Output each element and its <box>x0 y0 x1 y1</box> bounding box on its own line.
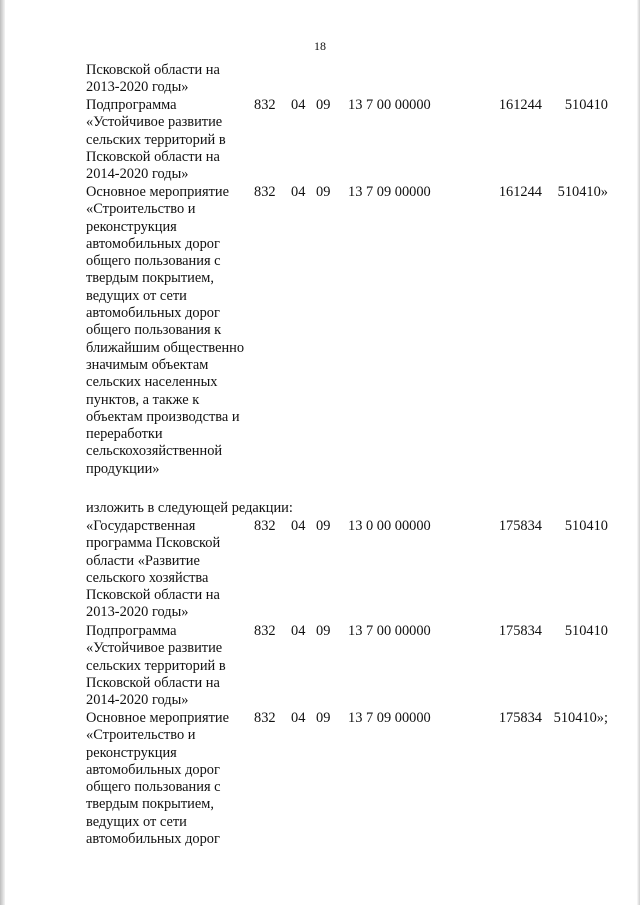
row-name: «Государственная программа Псковской области «Развитие сельского хозяйства Псковской области на 2013-2020 годы» <box>86 518 221 621</box>
row-subsection: 09 <box>316 518 331 534</box>
row-amount-2: 510410»; <box>553 710 608 726</box>
row-target-code: 13 0 00 00000 <box>348 518 431 534</box>
amendment-instruction: изложить в следующей редакции: <box>86 500 293 516</box>
row-admin-code: 832 <box>254 710 276 726</box>
scan-edge-left <box>0 0 5 905</box>
row-subsection: 09 <box>316 623 331 639</box>
row-admin-code: 832 <box>254 623 276 639</box>
row-name: Основное мероприятие «Строительство и реконструкция автомобильных дорог общего пользования с твердым покрытием, ведущих от сети автомобильных дорог <box>86 710 230 848</box>
row-subsection: 09 <box>316 184 331 200</box>
row-admin-code: 832 <box>254 518 276 534</box>
row-amount-2: 510410 <box>564 518 608 534</box>
page-number: 18 <box>314 39 326 53</box>
row-name: Основное мероприятие «Строительство и реконструкция автомобильных дорог общего пользования с твердым покрытием, ведущих от сети автомобильных дорог общего пользования к ближайшим общественно значимым объектам сельских населенных пунктов, а также к объектам производства и переработки сельскохозяйственной продукции» <box>86 184 245 477</box>
row-section: 04 <box>291 518 306 534</box>
row-section: 04 <box>291 623 306 639</box>
row-name: Подпрограмма «Устойчивое развитие сельских территорий в Псковской области на 2014-2020 годы» <box>86 623 226 709</box>
row-amount-1: 161244 <box>498 184 542 200</box>
row-amount-1: 175834 <box>498 518 542 534</box>
row-target-code: 13 7 00 00000 <box>348 623 431 639</box>
row-amount-2: 510410» <box>557 184 608 200</box>
row-subsection: 09 <box>316 710 331 726</box>
row-name: Псковской области на 2013-2020 годы» <box>86 62 220 96</box>
row-name: Подпрограмма «Устойчивое развитие сельских территорий в Псковской области на 2014-2020 годы» <box>86 97 226 183</box>
row-target-code: 13 7 09 00000 <box>348 184 431 200</box>
row-amount-2: 510410 <box>564 623 608 639</box>
row-target-code: 13 7 09 00000 <box>348 710 431 726</box>
row-amount-1: 175834 <box>498 623 542 639</box>
row-amount-2: 510410 <box>564 97 608 113</box>
row-target-code: 13 7 00 00000 <box>348 97 431 113</box>
row-subsection: 09 <box>316 97 331 113</box>
row-section: 04 <box>291 710 306 726</box>
row-section: 04 <box>291 184 306 200</box>
row-amount-1: 175834 <box>498 710 542 726</box>
row-section: 04 <box>291 97 306 113</box>
row-admin-code: 832 <box>254 97 276 113</box>
row-amount-1: 161244 <box>498 97 542 113</box>
row-admin-code: 832 <box>254 184 276 200</box>
